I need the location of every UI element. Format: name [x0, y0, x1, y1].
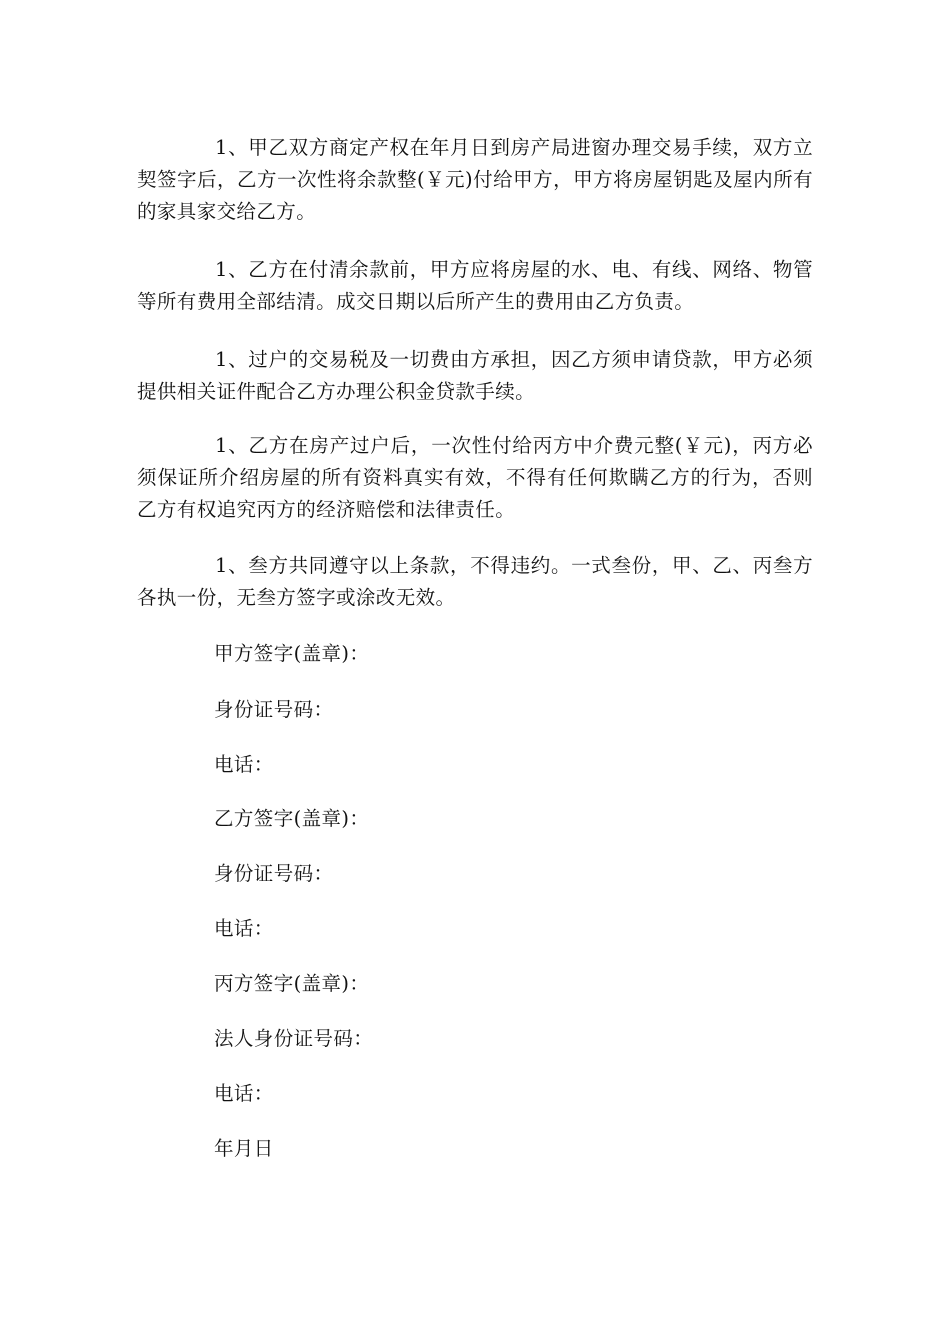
- party-c-id-label: 法人身份证号码：: [214, 1027, 374, 1050]
- clause-fees-settlement: 1、乙方在付清余款前，甲方应将房屋的水、电、有线、网络、物管等所有费用全部结清。成交日期以后所产生的费用由乙方负责。: [137, 258, 813, 313]
- party-a-phone-label: 电话：: [214, 753, 274, 776]
- clause-agency-fee: 1、乙方在房产过户后，一次性付给丙方中介费元整(￥元)，丙方必须保证所介绍房屋的所有资料真实有效，不得有任何欺瞒乙方的行为，否则乙方有权追究丙方的经济赔偿和法律责任。: [137, 434, 813, 521]
- party-a-signature-label: 甲方签字(盖章)：: [214, 642, 370, 665]
- clause-transfer-procedure: 1、甲乙双方商定产权在年月日到房产局进窗办理交易手续，双方立契签字后，乙方一次性将余款整(￥元)付给甲方，甲方将房屋钥匙及屋内所有的家具家交给乙方。: [137, 136, 813, 223]
- party-c-signature-label: 丙方签字(盖章)：: [214, 972, 370, 995]
- party-a-id-label: 身份证号码：: [214, 698, 334, 721]
- party-b-signature-label: 乙方签字(盖章)：: [214, 807, 370, 830]
- date-label: 年月日: [214, 1137, 274, 1160]
- party-b-id-label: 身份证号码：: [214, 862, 334, 885]
- clause-tax-and-loan: 1、过户的交易税及一切费由方承担，因乙方须申请贷款，甲方必须提供相关证件配合乙方办理公积金贷款手续。: [137, 348, 813, 403]
- party-b-phone-label: 电话：: [214, 917, 274, 940]
- party-c-phone-label: 电话：: [214, 1082, 274, 1105]
- clause-compliance: 1、叁方共同遵守以上条款，不得违约。一式叁份，甲、乙、丙叁方各执一份，无叁方签字或涂改无效。: [137, 554, 813, 609]
